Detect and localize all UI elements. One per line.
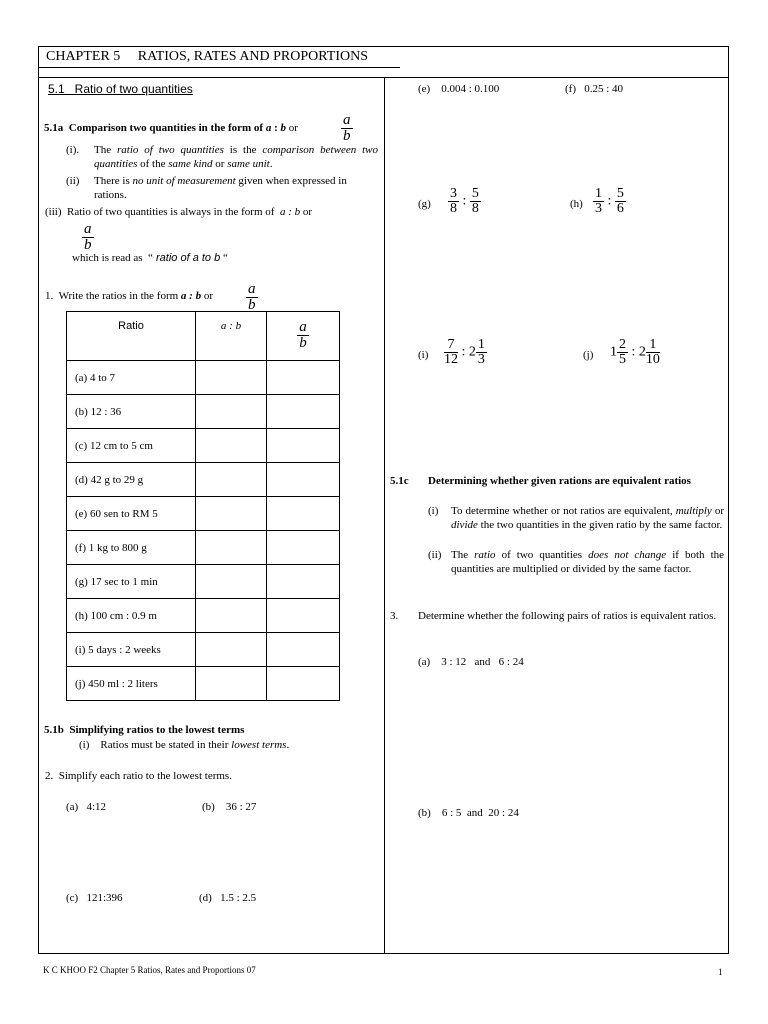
answer-cell-ab[interactable] — [196, 463, 267, 497]
header-ratio: Ratio — [67, 312, 196, 361]
item-i-label: (i). — [66, 144, 80, 156]
answer-cell-ab[interactable] — [196, 429, 267, 463]
answer-cell-frac[interactable] — [267, 497, 340, 531]
question-3-label: 3. — [390, 610, 399, 622]
question-2: 2. Simplify each ratio to the lowest terms. — [45, 770, 232, 782]
answer-cell-frac[interactable] — [267, 429, 340, 463]
answer-cell-ab[interactable] — [196, 361, 267, 395]
answer-cell-ab[interactable] — [196, 633, 267, 667]
section-5-1c-item-i: To determine whether or not ratios are equivalent, multiply or divide the two quantities in the given ratio by the same factor. — [451, 505, 724, 531]
ratio-cell: (b) 12 : 36 — [67, 395, 196, 429]
table-row — [67, 361, 340, 395]
header-underline — [38, 67, 400, 68]
answer-cell-frac[interactable] — [267, 565, 340, 599]
question-2i-ratio: $\frac{7}{12}$ : 2 $\frac{1}{3}$ — [444, 337, 485, 367]
column-divider — [384, 77, 385, 954]
table-row — [67, 531, 340, 565]
question-2g-ratio: $\frac{3}{8}$ : $\frac{5}{8}$ — [450, 186, 479, 216]
footer-text: K C KHOO F2 Chapter 5 Ratios, Rates and Proportions 07 — [43, 965, 256, 975]
section-5-1c-heading: Determining whether given rations are equivalent ratios — [428, 475, 691, 487]
answer-cell-ab[interactable] — [196, 531, 267, 565]
ratio-table — [66, 311, 340, 701]
table-header-row — [67, 312, 340, 361]
answer-cell-frac[interactable] — [267, 667, 340, 701]
section-5-1b-heading: 5.1b Simplifying ratios to the lowest terms — [44, 724, 245, 736]
item-ii-text: There is no unit of measurement given when expressed in rations. — [94, 175, 347, 201]
table-row — [67, 565, 340, 599]
fraction-a-over-b-3: $\frac{a}{b}$ — [248, 281, 256, 313]
answer-cell-ab[interactable] — [196, 565, 267, 599]
question-2e: (e) 0.004 : 0.100 — [418, 83, 500, 95]
question-2j-ratio: 1 $\frac{2}{5}$ : 2 $\frac{1}{10}$ — [610, 337, 660, 367]
table-row — [67, 633, 340, 667]
question-2b: (b) 36 : 27 — [202, 801, 257, 813]
section-5-1c-item-ii: The ratio of two quantities does not change if both the quantities are multiplied or divided by the same factor. — [451, 549, 725, 575]
question-2i-label: (i) — [418, 349, 429, 361]
question-2h-label: (h) — [570, 198, 583, 210]
section-5-1a-heading: 5.1a Comparison two quantities in the form of a : b or — [44, 122, 301, 134]
question-2a: (a) 4:12 — [66, 801, 107, 813]
item-ii-label: (ii) — [66, 175, 80, 187]
table-row — [67, 429, 340, 463]
fraction-a-over-b: $\frac{a}{b}$ — [343, 112, 351, 144]
question-2f: (f) 0.25 : 40 — [565, 83, 624, 95]
ratio-cell: (i) 5 days : 2 weeks — [67, 633, 196, 667]
question-2j-label: (j) — [583, 349, 594, 361]
answer-cell-ab[interactable] — [196, 395, 267, 429]
header-a-b: a : b — [196, 312, 267, 361]
answer-cell-ab[interactable] — [196, 599, 267, 633]
ratio-cell: (g) 17 sec to 1 min — [67, 565, 196, 599]
section-5-1c-item-ii-label: (ii) — [428, 549, 442, 561]
section-5-1b-item: (i) Ratios must be stated in their lowest terms. — [79, 739, 290, 751]
section-5-1c-item-i-label: (i) — [428, 505, 439, 517]
question-2d: (d) 1.5 : 2.5 — [199, 892, 257, 904]
question-3a: (a) 3 : 12 and 6 : 24 — [418, 656, 524, 668]
ratio-cell: (d) 42 g to 29 g — [67, 463, 196, 497]
answer-cell-frac[interactable] — [267, 633, 340, 667]
read-as-text: which is read as “ ratio of a to b “ — [72, 252, 228, 264]
question-1: 1. Write the ratios in the form a : b or — [45, 290, 216, 302]
ratio-cell: (e) 60 sen to RM 5 — [67, 497, 196, 531]
page-title — [46, 48, 368, 66]
item-i-text: The ratio of two quantities is the comparison between two quantities of the same kind or same unit. — [94, 144, 378, 170]
ratio-cell: (j) 450 ml : 2 liters — [67, 667, 196, 701]
ratio-cell: (f) 1 kg to 800 g — [67, 531, 196, 565]
ratio-cell: (a) 4 to 7 — [67, 361, 196, 395]
ratio-cell: (c) 12 cm to 5 cm — [67, 429, 196, 463]
header-fraction: $\frac{a}{b}$ — [267, 312, 340, 361]
chapter-label: CHAPTER 5 — [46, 49, 121, 64]
answer-cell-frac[interactable] — [267, 361, 340, 395]
table-row — [67, 395, 340, 429]
question-2h-ratio: $\frac{1}{3}$ : $\frac{5}{6}$ — [595, 186, 624, 216]
table-row — [67, 463, 340, 497]
answer-cell-frac[interactable] — [267, 395, 340, 429]
item-iii-text: (iii) Ratio of two quantities is always in the form of a : b or — [45, 206, 313, 218]
ratio-cell: (h) 100 cm : 0.9 m — [67, 599, 196, 633]
question-2c: (c) 121:396 — [66, 892, 123, 904]
fraction-a-over-b-2: $\frac{a}{b}$ — [84, 221, 92, 253]
section-5-1-heading: 5.1 Ratio of two quantities — [48, 82, 193, 96]
answer-cell-ab[interactable] — [196, 497, 267, 531]
question-2g-label: (g) — [418, 198, 431, 210]
chapter-title: RATIOS, RATES AND PROPORTIONS — [137, 49, 368, 64]
table-row — [67, 667, 340, 701]
answer-cell-ab[interactable] — [196, 667, 267, 701]
section-5-1c-label: 5.1c — [390, 475, 409, 487]
question-3: Determine whether the following pairs of ratios is equivalent ratios. — [418, 610, 717, 622]
table-row — [67, 599, 340, 633]
table-row — [67, 497, 340, 531]
answer-cell-frac[interactable] — [267, 463, 340, 497]
answer-cell-frac[interactable] — [267, 599, 340, 633]
page-number: 1 — [718, 967, 723, 977]
answer-cell-frac[interactable] — [267, 531, 340, 565]
question-3b: (b) 6 : 5 and 20 : 24 — [418, 807, 519, 819]
